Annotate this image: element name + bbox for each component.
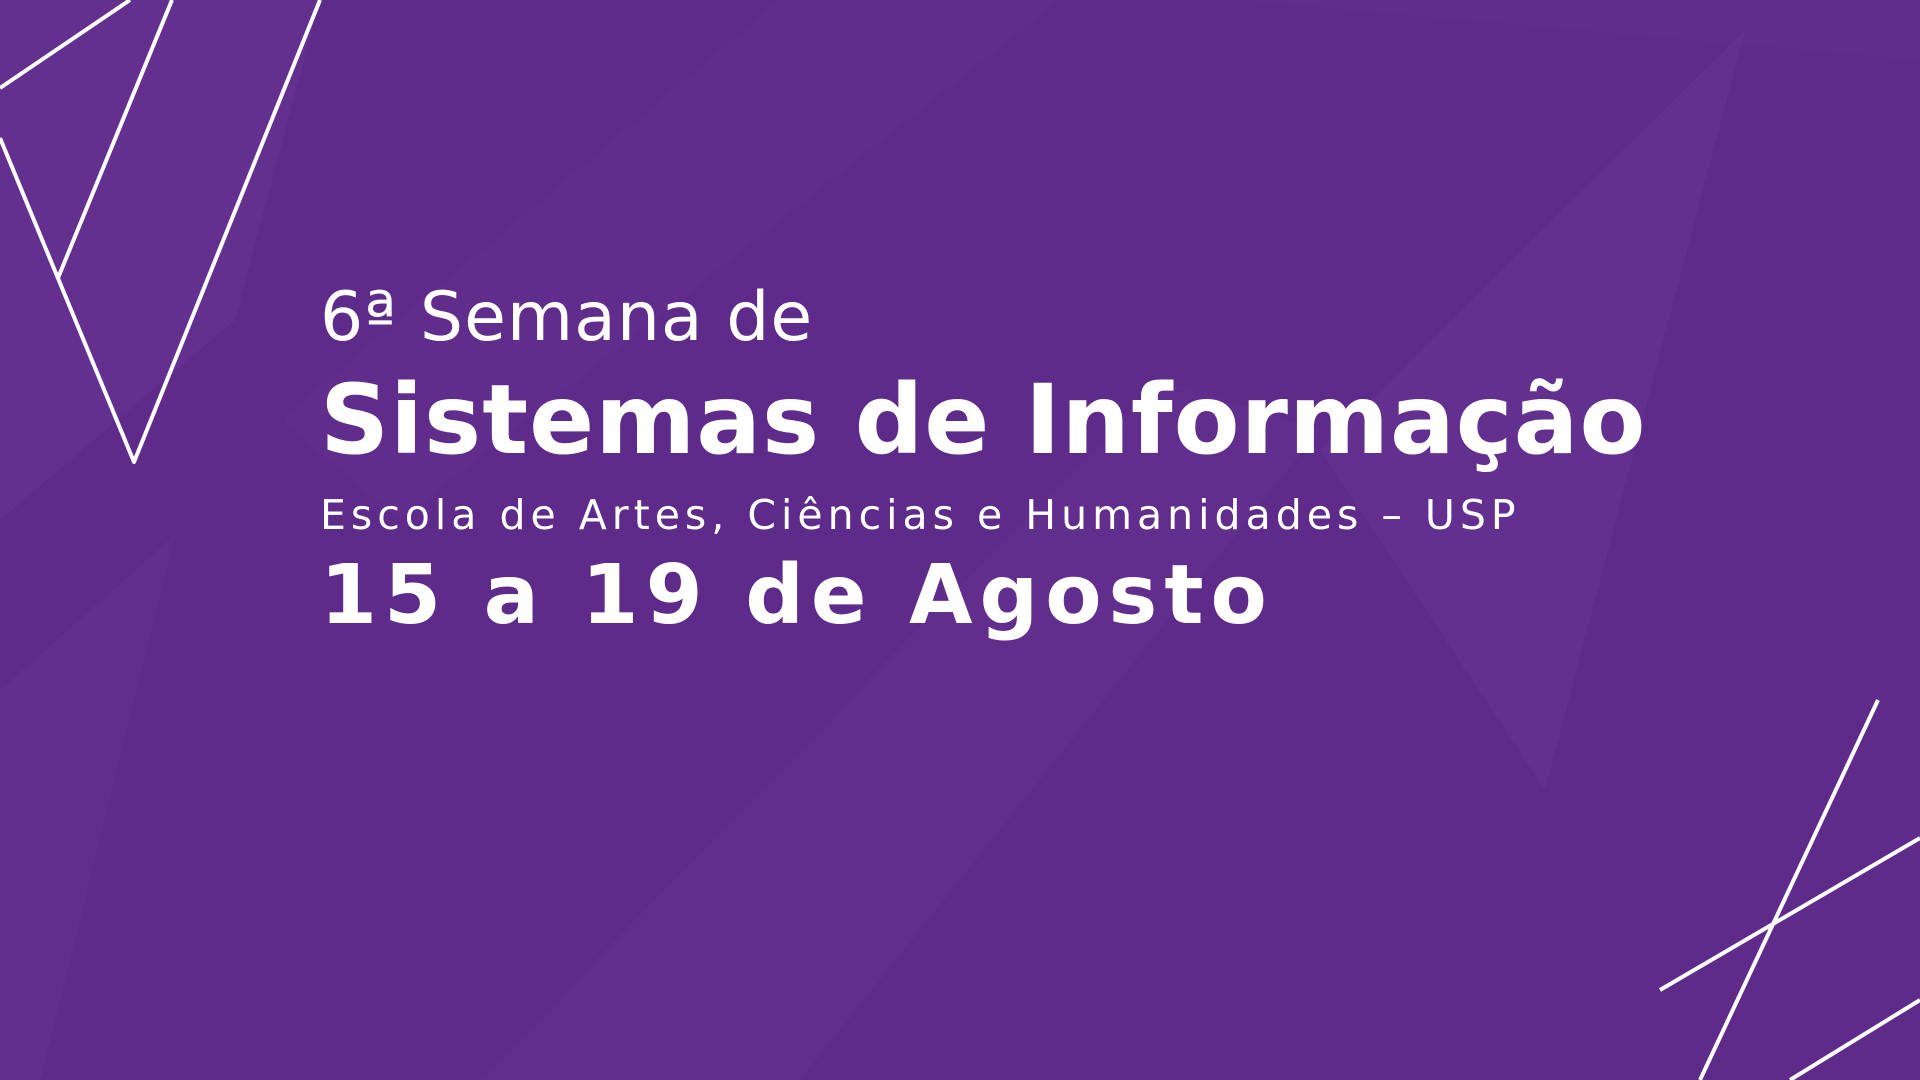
event-dates: 15 a 19 de Agosto [320,548,1274,643]
school-name: Escola de Artes, Ciências e Humanidades – USP [320,491,1521,539]
event-title: Sistemas de Informação [320,364,1647,476]
background-band [0,0,320,520]
background-band [0,535,175,1080]
edition-heading: 6ª Semana de [320,278,814,357]
event-text [320,272,1646,646]
background-band [1100,0,1920,60]
line-art-bottom-right [1660,700,1920,1080]
